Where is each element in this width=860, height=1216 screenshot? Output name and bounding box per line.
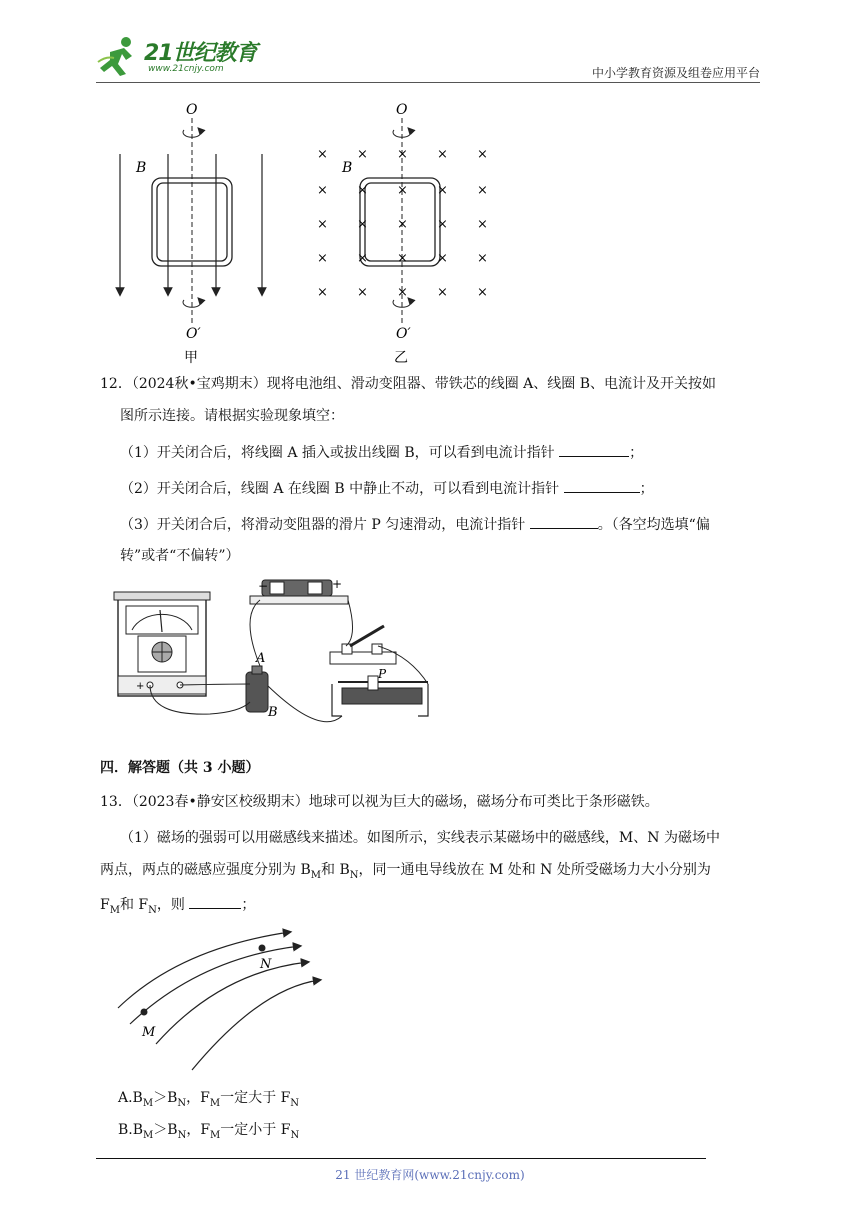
field-cross: × [437, 251, 448, 266]
sub-n: N [290, 1097, 300, 1109]
sub-m: M [310, 869, 321, 881]
magnetic-field-lines-figure [110, 920, 340, 1076]
coil-rotation-figure [100, 96, 520, 366]
field-cross: × [477, 217, 488, 232]
opt-a-4: 一定大于 F [220, 1090, 291, 1106]
field-cross: × [477, 285, 488, 300]
runner-icon [96, 34, 144, 78]
field-cross: × [317, 285, 328, 300]
sub-m: M [209, 1097, 221, 1109]
q12-item-3 [120, 514, 710, 535]
q13-p3-end: ； [241, 897, 256, 913]
sub-n: N [290, 1129, 300, 1141]
q12-item-3-cont: 转”或者“不偏转”） [120, 548, 240, 564]
q12-stem-1: 12．（2024秋•宝鸡期末）现将电池组、滑动变阻器、带铁芯的线圈 A、线圈 B、电流计及开关按如 [100, 376, 716, 392]
field-cross: × [317, 251, 328, 266]
field-cross: × [357, 147, 368, 162]
q12-blank-2[interactable] [564, 478, 640, 493]
sub-m: M [210, 1129, 221, 1141]
field-cross: × [317, 217, 328, 232]
logo-text: 21世纪教育 [144, 41, 257, 66]
q12-item-1 [120, 442, 643, 463]
sub-n: N [177, 1129, 187, 1141]
galv-plus: + [136, 681, 145, 692]
sub-n: N [148, 904, 157, 916]
coils-a-b [246, 651, 278, 720]
q13-p2-c: ，同一通电导线放在 M 处和 N 处所受磁场力大小分别为 [358, 862, 711, 878]
label-m: M [142, 1025, 156, 1040]
field-cross: × [397, 147, 408, 162]
q13-part1-line2 [100, 860, 711, 886]
q13-part1-line1: （1）磁场的强弱可以用磁感线来描述。如图所示，实线表示某磁场中的磁感线，M、N 为磁场中 [120, 830, 720, 846]
opt-b-4: 一定小于 F [220, 1122, 291, 1138]
figure-yi [317, 118, 488, 324]
opt-b-2: ＞B [153, 1122, 178, 1138]
switch [330, 626, 396, 664]
q12-blank-3[interactable] [530, 514, 598, 529]
option-b[interactable] [118, 1120, 299, 1146]
opt-a-1: A.B [118, 1090, 143, 1106]
q12-item-2 [120, 478, 654, 499]
figure-jia [120, 118, 262, 324]
site-logo [96, 34, 266, 78]
q13-p3-b: 和 F [119, 897, 149, 913]
q12-item-2-end: ； [639, 481, 654, 497]
sliding-rheostat [332, 667, 428, 716]
field-cross: × [397, 251, 408, 266]
field-cross: × [397, 217, 408, 232]
field-cross: × [437, 285, 448, 300]
label-n: N [260, 957, 272, 972]
opt-b-3: ，F [186, 1122, 211, 1138]
page-header [96, 30, 760, 83]
field-cross: × [357, 217, 368, 232]
caption-yi: 乙 [394, 350, 408, 366]
header-slogan: 中小学教育资源及组卷应用平台 [591, 66, 760, 80]
label-b-yi: B [342, 160, 353, 176]
q13-stem: 13．（2023春•静安区校级期末）地球可以视为巨大的磁场，磁场分布可类比于条形磁铁。 [100, 794, 659, 810]
label-b: B [268, 705, 278, 720]
sub-m: M [109, 904, 120, 916]
q13-p2-b: 和 B [321, 862, 350, 878]
field-cross: × [477, 251, 488, 266]
label-p: P [378, 667, 387, 681]
label-o-prime-yi: O′ [396, 326, 411, 342]
opt-a-3: ，F [186, 1090, 210, 1106]
q13-p3-c: ，则 [156, 897, 185, 913]
galvanometer [114, 592, 210, 696]
field-cross: × [317, 183, 328, 198]
sub-n: N [349, 869, 359, 881]
field-cross: × [437, 147, 448, 162]
field-cross: × [397, 285, 408, 300]
sub-m: M [142, 1097, 154, 1109]
logo-url: www.21cnjy.com [148, 64, 224, 74]
battery-plus: + [332, 577, 343, 591]
section-heading: 四．解答题（共 3 小题） [100, 760, 260, 776]
label-o-jia: O [186, 102, 198, 118]
field-cross: × [477, 147, 488, 162]
q13-p2-a: 两点，两点的磁感应强度分别为 B [100, 862, 311, 878]
q12-stem-2: 图所示连接。请根据实验现象填空： [120, 408, 344, 424]
page-footer: 21 世纪教育网(www.21cnjy.com) [335, 1168, 525, 1182]
battery-minus: − [258, 579, 269, 593]
point-n [259, 945, 266, 952]
field-cross: × [437, 217, 448, 232]
label-o-yi: O [396, 102, 408, 118]
field-cross: × [357, 251, 368, 266]
label-o-prime-jia: O′ [186, 326, 201, 342]
option-a[interactable] [118, 1088, 299, 1114]
field-cross: × [477, 183, 488, 198]
field-cross: × [437, 183, 448, 198]
label-b-jia: B [136, 160, 147, 176]
opt-b-1: B.B [118, 1122, 144, 1138]
battery-pack [250, 577, 348, 604]
opt-a-2: ＞B [153, 1090, 178, 1106]
q12-item-2-text: （2）开关闭合后，线圈 A 在线圈 B 中静止不动，可以看到电流计指针 [120, 481, 560, 497]
field-cross: × [397, 183, 408, 198]
electromagnetic-induction-apparatus [110, 576, 440, 744]
q12-item-1-end: ； [629, 445, 644, 461]
field-cross: × [357, 285, 368, 300]
caption-jia: 甲 [184, 350, 198, 366]
field-cross: × [317, 147, 328, 162]
q12-item-3-end: 。（各空均选填“偏 [597, 517, 710, 533]
q12-item-3-text: （3）开关闭合后，将滑动变阻器的滑片 P 匀速滑动，电流计指针 [120, 517, 526, 533]
field-cross: × [357, 183, 368, 198]
q12-item-1-text: （1）开关闭合后，将线圈 A 插入或拔出线圈 B，可以看到电流计指针 [120, 445, 555, 461]
q13-blank-1[interactable] [189, 894, 241, 909]
q12-blank-1[interactable] [559, 442, 629, 457]
point-m [141, 1009, 148, 1016]
sub-m: M [143, 1129, 154, 1141]
q13-part1-line3 [100, 894, 255, 921]
sub-n: N [177, 1097, 187, 1109]
label-a: A [256, 651, 266, 666]
footer-divider [96, 1158, 706, 1159]
q13-p3-a: F [100, 897, 110, 913]
